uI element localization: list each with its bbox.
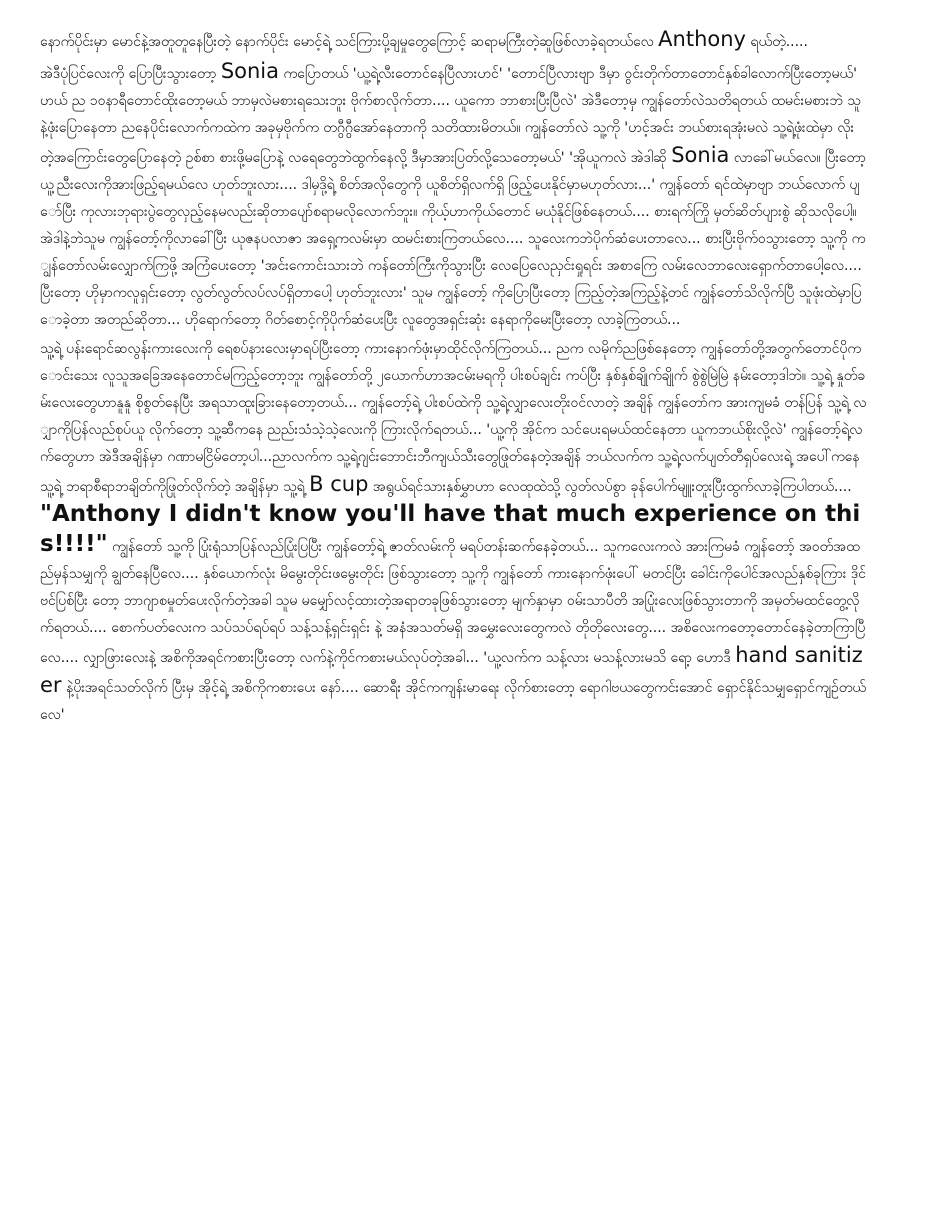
paragraph-3 bbox=[40, 336, 867, 729]
text-segment: ကျွန်တော် သူ့ကို ပြုံးရုံသာပြန်လည်ပြုံးပြပြီး ကျွန်တော့်ရဲ့ ဇာတ်လမ်းကို မရပ်တန်းဆက်နေခဲ့တယ်... သူကလေးကလဲ အားကြမခံ ကျွန်တော့် အဝတ်အထည်မှန်သမျှကို ချွတ်နေပြီလေ.... နှစ်ယောက်လုံး မိမွေးတိုင်းဖမွေးတိုင်း ဖြစ်သွားတော့ သူ့ကို ကျွန်တော် ကားနောက်ဖုံးပေါ် မတင်ပြီး ခေါင်းကိုပေါင်အလည်နှစ်ခုကြား ဒိုင်ဗင်ပြစ်ပြီး တော့ ဘာဂျာစမှုတ်ပေးလိုက်တဲ့အခါ သူမ မမျှော်လင့်ထားတဲ့အရာတခုဖြစ်သွားတော့ မျက်နှာမှာ ဝမ်းသာပီတိ အပြုံးလေးဖြစ်သွားတာကို အမှတ်မထင်တွေ့လိုက်ရတယ်.... စောက်ပတ်လေးက သပ်သပ်ရပ်ရပ် သန့်သန့်ရှင်းရှင်း နဲ့ အနံအသတ်မရှိ အမွှေးလေးတွေကလဲ တိုတိုလေးတွေ.... အစိလေးကတော့တောင်နေခဲ့တာကြာပြီလေ.... လျှာဖြားလေးနဲ့ အစိကိုအရင်ကစားပြီးတော့ လက်နဲ့ကိုင်ကစားမယ်လုပ်တဲ့အခါ... 'ယူ့လက်က သန့်လား မသန့်လားမသိ ရော့ ဟောဒီ bbox=[40, 539, 866, 666]
hand-sanitizer-text: hand sanitizer bbox=[40, 643, 863, 697]
paragraph-2 bbox=[40, 58, 867, 334]
name-sonia: Sonia bbox=[671, 143, 730, 167]
text-segment: နဲ့ပိုးအရင်သတ်လိုက် ပြီးမှ အိုင့်ရဲ့ အစိကိုကစားပေး နော်.... ဆောရီး အိုင်ကကျန်းမာရေး လိုက်စားတော့ ရောဂါဗယတွေကင်းအောင် ရှောင်နိုင်သမျှရှောင်ကျဉ်တယ်လေ' bbox=[40, 680, 866, 723]
text-segment: အဲဒီပုံပြင်လေးကို ပြောပြီးသွားတော့ bbox=[40, 66, 221, 82]
name-anthony: Anthony bbox=[658, 27, 746, 51]
text-segment: လာခေါ်မယ်လေ။ ပြီးတော့ ယူ့ညီးလေးကိုအားဖြည့်ရမယ်လေ ဟုတ်ဘူးလား.... ဒါမှဒို့ရဲ့ စိတ်အလိုတွေကို ယူစိတ်ရှိလက်ရှိ ဖြည့်ပေးနိုင်မှာမဟုတ်လား...' ကျွန်တော် ရင်ထဲမှာဗျာ ဘယ်လောက် ပျော်ပြီး ကုလားဘုရားပွဲတွေလှည့်နေမလည်းဆိုတာပျော်စရာမလိုလောက်ဘူး။ ကိုယ့်ဟာကိုယ်တောင် မယုံနိုင်ဖြစ်နေတယ်.... စားရက်ကြို မှတ်ဆိတ်ပျားစွဲ ဆိုသလိုပေါ့။ အဲဒါနဲ့ဘဲသူမ ကျွန်တော့်ကိုလာခေါ်ပြီး ယုဇနပလာဇာ အရှေ့ကလမ်းမှာ ထမင်းစားကြတယ်လေ.... သူလေးကဘဲပိုက်ဆံပေးတာလေ... စားပြီးဗိုက်ဝသွားတော့ သူ့ကို ကျွန်တော်လမ်းလျှောက်ကြဖို့ အကြံပေးတော့ 'အင်းကောင်းသားဘဲ ကန်တော်ကြီးကိုသွားပြီး လေပြေလေညှင်းရှုရင်း အစာကြေ လမ်းလေဘာလေးရှောက်တာပေါ့လေ.... ပြီးတော့ ဟိုမှာကလူရှင်းတော့ လွတ်လွတ်လပ်လပ်ရှိတာပေါ့ ဟုတ်ဘူးလား' သူမ ကျွန်တော့် ကိုပြောပြီးတော့ ကြည့်တဲ့အကြည့်နဲ့တင် ကျွန်တော်သိလိုက်ပြီ သူဖုံးထဲမှာပြောခဲ့တာ အတည်ဆိုတာ... ဟိုရောက်တော့ ဂိတ်စောင့်ကိုပိုက်ဆံပေးပြီး လူတွေအရှင်းဆုံး နေရာကိုမေးပြီးတော့ လာခဲ့ကြတယ်... bbox=[40, 150, 866, 328]
text-segment: ရယ်တဲ့..... bbox=[745, 34, 808, 50]
name-sonia: Sonia bbox=[220, 59, 280, 83]
text-segment: အရွယ်ရင်သားနှစ်မွှာဟာ လေထုထဲသို့ လွတ်လပ်စွာ ခုန်ပေါက်မျူးတူးပြီးထွက်လာခဲ့ကြပါတယ်.... bbox=[368, 479, 852, 495]
english-quote: "Anthony I didn't know you'll have that much experience on this!!!!" bbox=[40, 501, 861, 557]
b-cup-text: B cup bbox=[309, 472, 369, 496]
text-segment: နောက်ပိုင်းမှာ မောင်နဲ့အတူတူနေပြီးတဲ့ နောက်ပိုင်း မောင့်ရဲ့ သင်ကြားပို့ချမှုတွေကြောင့် ဆရာမကြီးတဲ့ဆူဖြစ်လာခဲ့ရတယ်လေ bbox=[40, 34, 659, 50]
paragraph-1 bbox=[40, 26, 867, 56]
text-segment: သူ့ရဲ့ ပန်းရောင်ဆလွန်းကားလေးကို ရေစပ်နားလေးမှာရပ်ပြီးတော့ ကားနောက်ဖုံးမှာထိုင်လိုက်ကြတယ်... ညက လမိုက်ညဖြစ်နေတော့ ကျွန်တော်တို့အတွက်တောင်ပိုကောင်းသေး လူသူအခြေအနေတောင်မကြည့်တော့ဘူး ကျွန်တော်တို့ ၂ယောက်ဟာအငမ်းမရကို ပါးစပ်ချင်း ကပ်ပြီး နှစ်နှစ်ချိုက်ချိုက် စွဲစွဲမြဲမြဲ နမ်းတော့ဒါဘဲ။ သူ့ရဲ့ နှုတ်ခမ်းလေးတွေဟာနူနူ စိုစွတ်နေပြီး အရသာထူးခြားနေတော့တယ်... ကျွန်တော့်ရဲ့ ပါးစပ်ထဲကို သူ့ရဲ့လျှာလေးတိုးဝင်လာတဲ့ အချိန် ကျွန်တော်က အားကျမခံ တန်ပြန် သူ့ရဲ့ လျှာကိုပြန်လည်စုပ်ယူ လိုက်တော့ သူ့ဆီကနေ ညည်းသံသဲ့သဲ့လေးကို ကြားလိုက်ရတယ်... 'ယူ့ကို အိုင်က သင်ပေးရမယ်ထင်နေတာ ယူကဘယ်စိုးလို့လဲ' ကျွန်တော့်ရဲ့လက်တွေဟာ အဲဒီအချိန်မှာ ဂဏာမငြိမ်တော့ပါ...ညာလက်က သူ့ရဲ့ဂျင်းဘောင်းဘီကျယ်သီးတွေဖြုတ်နေတဲ့အချိန် ဘယ်လက်က သူ့ရဲ့လက်ပျတ်တီရှပ်လေးရဲ့ အပေါ်ကနေသူ့ရဲ့ ဘရာစီရာဘချိတ်ကိုဖြုတ်လိုက်တဲ့ အချိန်မှာ သူ့ရဲ့ bbox=[40, 341, 867, 495]
text-segment: ကပြောတယ် 'ယူ့ရဲ့လီးတောင်နေပြီလားဟင်' 'တောင်ပြီလားဗျာ ဒီမှာ ဝွင်းတိုက်တာတောင်နှစ်ခါလောက်ပြီးတော့မယ်' ဟယ် ည ၁၀နာရီတောင်ထိုးတော့မယ် ဘာမှလဲမစားရသေးဘူး ဗိုက်စာလိုက်တာ.... ယူကော ဘာစားပြီးပြီလဲ' အဲဒီတော့မှ ကျွန်တော်လဲသတိရတယ် ထမင်းမစားဘဲ သူနဲ့ဖုံးပြောနေတာ ညနေပိုင်းလောက်ကထဲက အခုမှဗိုက်က တဂွီဂွီအော်နေတာကို သတိထားမိတယ်။ ကျွန်တော်လဲ သူ့ကို 'ဟင့်အင်း ဘယ်စားရအုံးမလဲ သူ့ရဲ့ဖုံးထဲမှာ လိုးတဲ့အကြောင်းတွေပြောနေတဲ့ ဥစ်စာ စားဖို့မပြောနဲ့ လရေတွေဘဲထွက်နေလို့ ဒီမှာအားပြတ်လို့သေတော့မယ်' 'အိုယူကလဲ အဲဒါဆို bbox=[40, 66, 861, 166]
